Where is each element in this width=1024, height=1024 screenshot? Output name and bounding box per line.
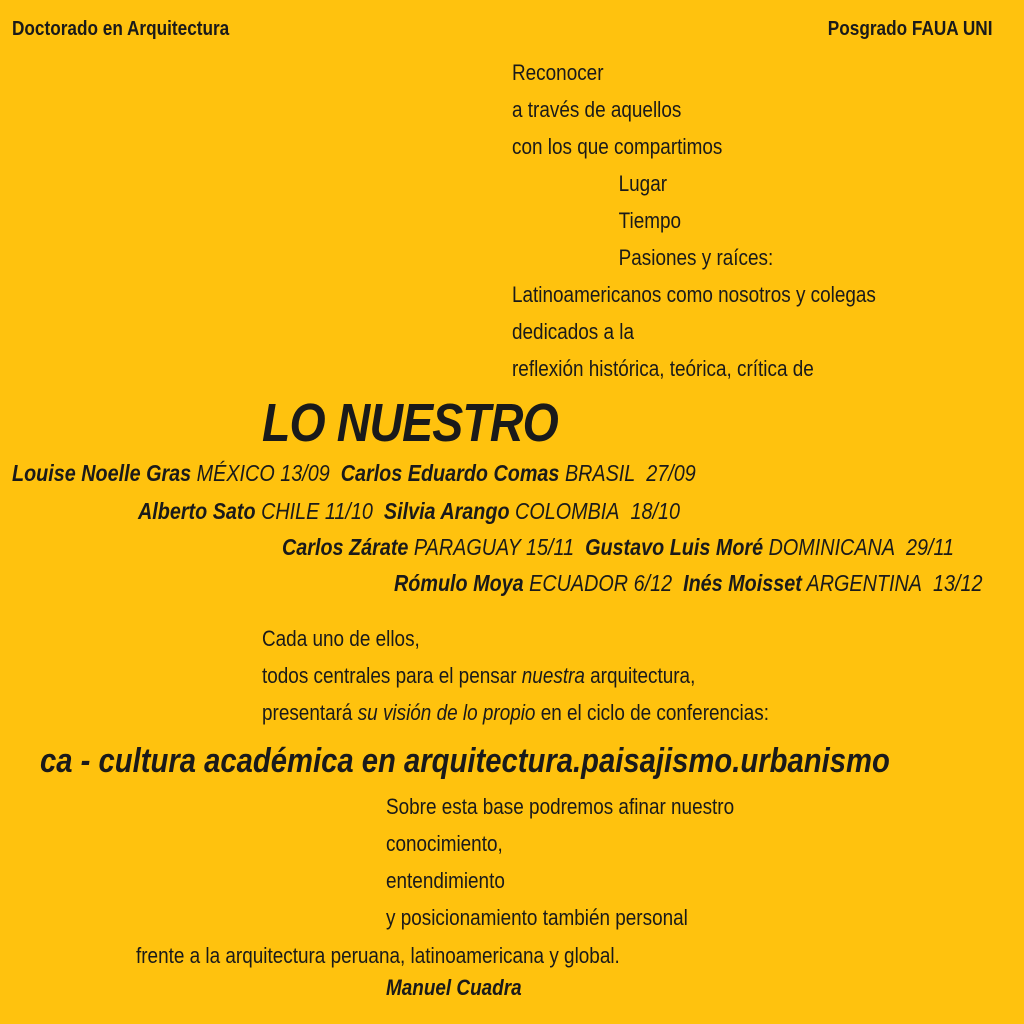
speaker-date: 11/10 [324, 498, 373, 524]
author-signature: Manuel Cuadra [386, 975, 522, 1000]
speaker-name: Carlos Eduardo Comas [340, 460, 560, 486]
closing-text [386, 788, 734, 936]
intro-line: a través de aquellos [512, 97, 682, 122]
speaker-name: Louise Noelle Gras [12, 460, 192, 486]
speaker-date: 15/11 [526, 534, 575, 560]
closing-line: conocimiento, [386, 831, 503, 856]
middle-text-segment: arquitectura, [584, 663, 696, 688]
middle-line [262, 657, 769, 694]
speaker-country: DOMINICANA [768, 534, 896, 560]
speaker-date: 29/11 [906, 534, 955, 560]
speaker-row [282, 534, 954, 561]
intro-line-passions: Pasiones y raíces: [618, 245, 774, 270]
speaker-date: 13/12 [932, 570, 983, 596]
header-right: Posgrado FAUA UNI [827, 18, 992, 40]
speaker-name: Carlos Zárate [282, 534, 409, 560]
middle-text-segment: todos centrales para el pensar [262, 663, 522, 688]
cycle-title: ca - cultura académica en arquitectura.paisajismo.urbanismo [40, 742, 890, 780]
middle-line: Cada uno de ellos, [262, 626, 420, 651]
middle-text [262, 620, 769, 731]
middle-emphasis: nuestra [521, 663, 585, 688]
speaker-name: Inés Moisset [683, 570, 802, 596]
speaker-country: COLOMBIA [515, 498, 620, 524]
middle-text-segment: en el ciclo de conferencias: [535, 700, 769, 725]
closing-line: y posicionamiento también personal [386, 905, 688, 930]
speaker-country: MÉXICO [196, 460, 275, 486]
header-left: Doctorado en Arquitectura [12, 18, 230, 40]
speaker-name: Gustavo Luis Moré [585, 534, 764, 560]
closing-final-line: frente a la arquitectura peruana, latinoamericana y global. [136, 943, 620, 968]
speaker-country: CHILE [261, 498, 320, 524]
intro-line-place: Lugar [618, 171, 668, 196]
speaker-date: 27/09 [646, 460, 696, 486]
intro-line: con los que compartimos [512, 134, 723, 159]
speaker-row [12, 460, 696, 487]
main-title: LO NUESTRO [262, 393, 558, 453]
speaker-country: BRASIL [564, 460, 636, 486]
intro-line-time: Tiempo [618, 208, 682, 233]
speaker-name: Alberto Sato [138, 498, 256, 524]
speaker-country: ARGENTINA [806, 570, 922, 596]
speaker-date: 13/09 [280, 460, 330, 486]
closing-line: entendimiento [386, 868, 505, 893]
speaker-date: 18/10 [630, 498, 680, 524]
speaker-row [138, 498, 680, 525]
intro-line: dedicados a la [512, 319, 635, 344]
middle-emphasis: su visión de lo propio [357, 700, 536, 725]
intro-text [512, 54, 876, 387]
closing-line: Sobre esta base podremos afinar nuestro [386, 794, 735, 819]
speaker-name: Silvia Arango [383, 498, 510, 524]
intro-line: reflexión histórica, teórica, crítica de [512, 356, 814, 381]
intro-line: Latinoamericanos como nosotros y colegas [512, 282, 876, 307]
speaker-country: PARAGUAY [413, 534, 521, 560]
speaker-name: Rómulo Moya [394, 570, 524, 596]
middle-text-segment: presentará [262, 700, 358, 725]
speaker-date: 6/12 [633, 570, 673, 596]
middle-line [262, 694, 769, 731]
intro-line: Reconocer [512, 60, 604, 85]
speaker-row [394, 570, 982, 597]
speaker-country: ECUADOR [529, 570, 629, 596]
